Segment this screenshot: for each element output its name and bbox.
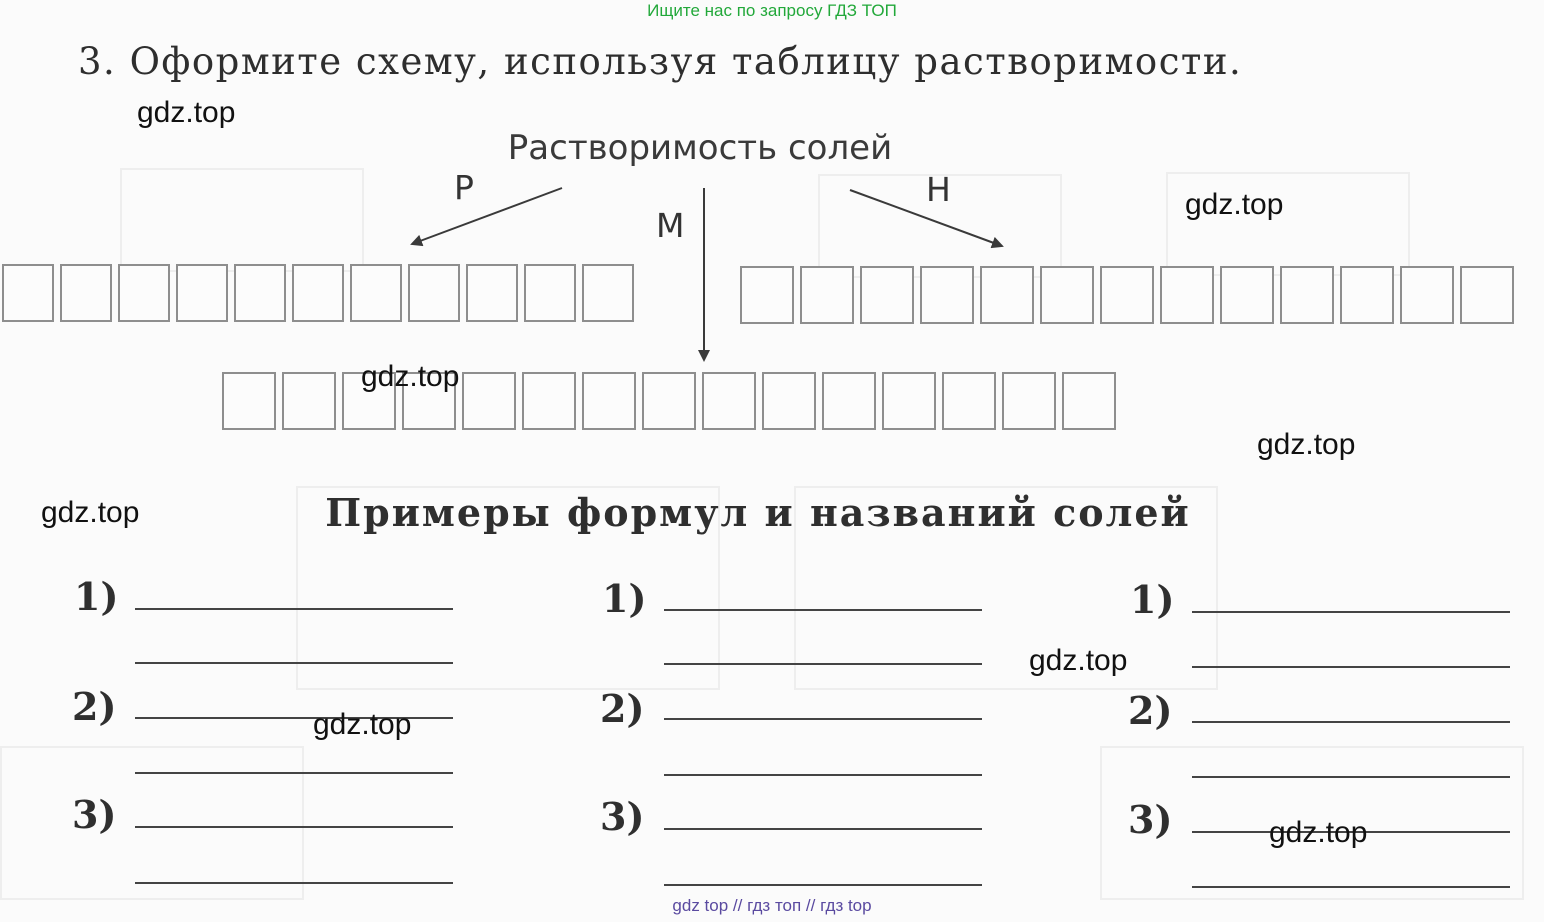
answer-line[interactable] xyxy=(1192,776,1510,778)
watermark: gdz.top xyxy=(1185,188,1284,221)
example-number-2: 2) xyxy=(72,684,117,729)
answer-cell[interactable] xyxy=(466,264,518,322)
answer-cell[interactable] xyxy=(60,264,112,322)
examples-title: Примеры формул и названий солей xyxy=(325,490,1191,535)
answer-cell[interactable] xyxy=(762,372,816,430)
branch-label-right: Н xyxy=(926,170,951,209)
answer-cell[interactable] xyxy=(980,266,1034,324)
cell-row-left xyxy=(2,264,640,322)
top-search-link[interactable]: Ищите нас по запросу ГДЗ ТОП xyxy=(647,1,897,20)
answer-line[interactable] xyxy=(1192,886,1510,888)
answer-line[interactable] xyxy=(1192,666,1510,668)
arrow-left xyxy=(412,188,562,244)
ghost-box-6 xyxy=(0,746,304,900)
answer-cell[interactable] xyxy=(1100,266,1154,324)
answer-cell[interactable] xyxy=(1062,372,1116,430)
answer-cell[interactable] xyxy=(800,266,854,324)
answer-line[interactable] xyxy=(664,828,982,830)
answer-cell[interactable] xyxy=(1400,266,1454,324)
answer-cell[interactable] xyxy=(822,372,876,430)
answer-cell[interactable] xyxy=(234,264,286,322)
example-number-2: 2) xyxy=(600,686,645,731)
answer-line[interactable] xyxy=(664,884,982,886)
answer-line[interactable] xyxy=(135,826,453,828)
answer-cell[interactable] xyxy=(1040,266,1094,324)
watermark: gdz.top xyxy=(1257,428,1356,461)
example-number-3: 3) xyxy=(72,792,117,837)
answer-line[interactable] xyxy=(664,609,982,611)
watermark: gdz.top xyxy=(313,708,412,741)
branch-label-left: Р xyxy=(454,168,474,207)
bottom-site-links[interactable]: gdz top // гдз топ // гдз top xyxy=(672,896,872,915)
watermark: gdz.top xyxy=(137,96,236,129)
answer-cell[interactable] xyxy=(118,264,170,322)
example-number-2: 2) xyxy=(1128,688,1173,733)
answer-line[interactable] xyxy=(135,882,453,884)
cell-row-bottom xyxy=(222,372,1122,430)
answer-cell[interactable] xyxy=(582,264,634,322)
answer-cell[interactable] xyxy=(582,372,636,430)
answer-line[interactable] xyxy=(664,774,982,776)
watermark: gdz.top xyxy=(41,496,140,529)
watermark: gdz.top xyxy=(361,360,460,393)
answer-cell[interactable] xyxy=(1340,266,1394,324)
answer-line[interactable] xyxy=(135,772,453,774)
answer-cell[interactable] xyxy=(292,264,344,322)
answer-cell[interactable] xyxy=(702,372,756,430)
answer-cell[interactable] xyxy=(2,264,54,322)
answer-cell[interactable] xyxy=(462,372,516,430)
cell-row-right xyxy=(740,266,1520,324)
answer-cell[interactable] xyxy=(1280,266,1334,324)
answer-cell[interactable] xyxy=(1220,266,1274,324)
answer-cell[interactable] xyxy=(222,372,276,430)
watermark: gdz.top xyxy=(1269,816,1368,849)
example-number-1: 1) xyxy=(1130,577,1175,622)
answer-cell[interactable] xyxy=(942,372,996,430)
example-number-3: 3) xyxy=(600,794,645,839)
task-title: 3. Оформите схему, используя таблицу растворимости. xyxy=(78,40,1243,83)
branch-label-middle: М xyxy=(656,206,685,245)
watermark: gdz.top xyxy=(1029,644,1128,677)
answer-cell[interactable] xyxy=(740,266,794,324)
scheme-arrows xyxy=(0,0,1544,400)
answer-line[interactable] xyxy=(1192,611,1510,613)
answer-cell[interactable] xyxy=(176,264,228,322)
answer-line[interactable] xyxy=(664,718,982,720)
answer-cell[interactable] xyxy=(1160,266,1214,324)
answer-line[interactable] xyxy=(135,608,453,610)
example-number-1: 1) xyxy=(74,574,119,619)
answer-cell[interactable] xyxy=(350,264,402,322)
scheme-title: Растворимость солей xyxy=(507,128,893,168)
answer-cell[interactable] xyxy=(408,264,460,322)
example-number-1: 1) xyxy=(602,576,647,621)
answer-cell[interactable] xyxy=(860,266,914,324)
answer-cell[interactable] xyxy=(522,372,576,430)
answer-line[interactable] xyxy=(664,663,982,665)
answer-line[interactable] xyxy=(1192,721,1510,723)
answer-cell[interactable] xyxy=(524,264,576,322)
example-number-3: 3) xyxy=(1128,797,1173,842)
answer-cell[interactable] xyxy=(1002,372,1056,430)
answer-cell[interactable] xyxy=(1460,266,1514,324)
answer-cell[interactable] xyxy=(920,266,974,324)
answer-cell[interactable] xyxy=(282,372,336,430)
answer-cell[interactable] xyxy=(882,372,936,430)
answer-line[interactable] xyxy=(135,662,453,664)
answer-cell[interactable] xyxy=(642,372,696,430)
